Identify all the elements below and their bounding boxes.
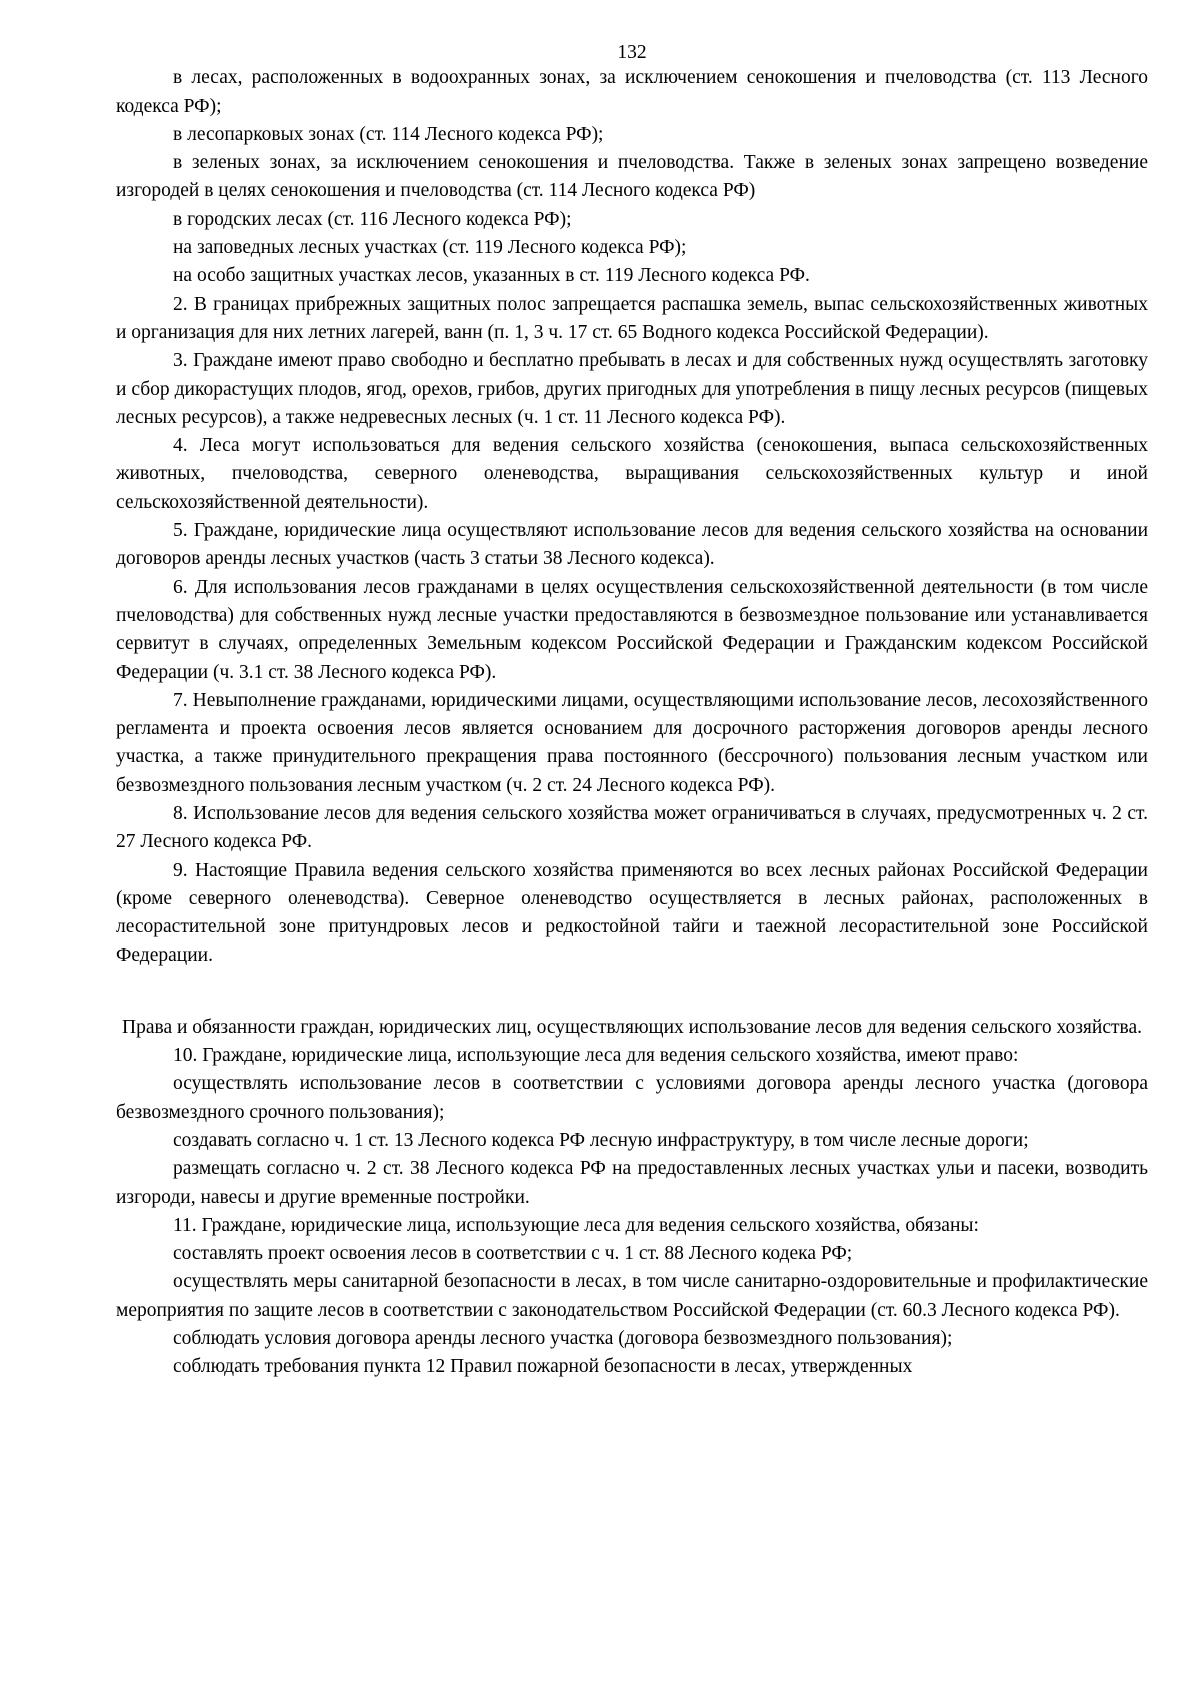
paragraph-right-beehives: размещать согласно ч. 2 ст. 38 Лесного кодекса РФ на предоставленных лесных участках ульи и пасеки, возводить изгороди, навесы и другие временные постройки. [116, 1158, 1148, 1208]
paragraph-item-10: 10. Граждане, юридические лица, использующие леса для ведения сельского хозяйства, имеют право: [173, 1045, 1019, 1067]
paragraph-protective-plots: на особо защитных участках лесов, указанных в ст. 119 Лесного кодекса РФ. [173, 265, 810, 287]
paragraph-item-4: 4. Леса могут использоваться для ведения сельского хозяйства (сенокошения, выпаса сельскохозяйственных животных, пчеловодства, северного оленеводства, выращивания сельскохозяйственных культур и иной сельскохозяйственной деятельности). [116, 435, 1148, 513]
section-heading: Права и обязанности граждан, юридических лиц, осуществляющих использование лесов для ведения сельского хозяйства. [122, 1016, 1142, 1038]
paragraph-item-5: 5. Граждане, юридические лица осуществляют использование лесов для ведения сельского хозяйства на основании договоров аренды лесных участков (часть 3 статьи 38 Лесного кодекса). [116, 520, 1148, 570]
paragraph-right-use-forests: осуществлять использование лесов в соответствии с условиями договора аренды лесного участка (договора безвозмездного срочного пользования); [116, 1073, 1148, 1123]
paragraph-green-zones: в зеленых зонах, за исключением сенокошения и пчеловодства. Также в зеленых зонах запрещено возведение изгородей в целях сенокошения и пчеловодства (ст. 114 Лесного кодекса РФ) [116, 152, 1148, 202]
paragraph-urban-forests: в городских лесах (ст. 116 Лесного кодекса РФ); [173, 208, 572, 230]
page-number: 132 [617, 42, 647, 63]
paragraph-item-7: 7. Невыполнение гражданами, юридическими лицами, осуществляющими использование лесов, лесохозяйственного регламента и проекта освоения лесов является основанием для досрочного расторжения договоров аренды лесного участка, а также принудительного прекращения права постоянного (бессрочного) пользования лесным участком или безвозмездного пользования лесным участком (ч. 2 ст. 24 Лесного кодекса РФ). [116, 689, 1148, 796]
paragraph-item-6: 6. Для использования лесов гражданами в целях осуществления сельскохозяйственной деятельности (в том числе пчеловодства) для собственных нужд лесные участки предоставляются в безвозмездное пользование или устанавливается сервитут в случаях, определенных Земельным кодексом Российской Федерации и Гражданским кодексом Российской Федерации (ч. 3.1 ст. 38 Лесного кодекса РФ). [116, 576, 1148, 683]
paragraph-item-11: 11. Граждане, юридические лица, использующие леса для ведения сельского хозяйства, обязаны: [173, 1214, 979, 1236]
paragraph-duty-development-project: составлять проект освоения лесов в соответствии с ч. 1 ст. 88 Лесного кодека РФ; [173, 1243, 853, 1265]
paragraph-right-infrastructure: создавать согласно ч. 1 ст. 13 Лесного кодекса РФ лесную инфраструктуру, в том числе лесные дороги; [173, 1129, 1029, 1151]
paragraph-item-9: 9. Настоящие Правила ведения сельского хозяйства применяются во всех лесных районах Российской Федерации (кроме северного оленеводства). Северное оленеводство осуществляется в лесных районах, расположенных в лесорастительной зоне притундровых лесов и редкостойной тайги и таежной лесорастительной зоне Российской Федерации. [116, 859, 1148, 966]
paragraph-item-2: 2. В границах прибрежных защитных полос запрещается распашка земель, выпас сельскохозяйственных животных и организация для них летних лагерей, ванн (п. 1, 3 ч. 17 ст. 65 Водного кодекса Российской Федерации). [116, 293, 1148, 343]
paragraph-item-3: 3. Граждане имеют право свободно и бесплатно пребывать в лесах и для собственных нужд осуществлять заготовку и сбор дикорастущих плодов, ягод, орехов, грибов, других пригодных для употребления в пищу лесных ресурсов (пищевых лесных ресурсов), а также недревесных лесных (ч. 1 ст. 11 Лесного кодекса РФ). [116, 350, 1148, 428]
paragraph-duty-fire-safety: соблюдать требования пункта 12 Правил пожарной безопасности в лесах, утвержденных [173, 1356, 913, 1378]
paragraph-item-8: 8. Использование лесов для ведения сельского хозяйства может ограничиваться в случаях, предусмотренных ч. 2 ст. 27 Лесного кодекса РФ. [116, 803, 1148, 853]
paragraph-reserved-plots: на заповедных лесных участках (ст. 119 Лесного кодекса РФ); [173, 237, 687, 259]
paragraph-forest-park-zones: в лесопарковых зонах (ст. 114 Лесного кодекса РФ); [173, 123, 604, 145]
paragraph-duty-sanitary-safety: осуществлять меры санитарной безопасности в лесах, в том числе санитарно-оздоровительные и профилактические мероприятия по защите лесов в соответствии с законодательством Российской Федерации (ст. 60.3 Лесного кодекса РФ). [116, 1271, 1148, 1321]
paragraph-water-protection-zones: в лесах, расположенных в водоохранных зонах, за исключением сенокошения и пчеловодства (ст. 113 Лесного кодекса РФ); [116, 67, 1148, 117]
paragraph-duty-lease-terms: соблюдать условия договора аренды лесного участка (договора безвозмездного пользования); [173, 1328, 953, 1350]
